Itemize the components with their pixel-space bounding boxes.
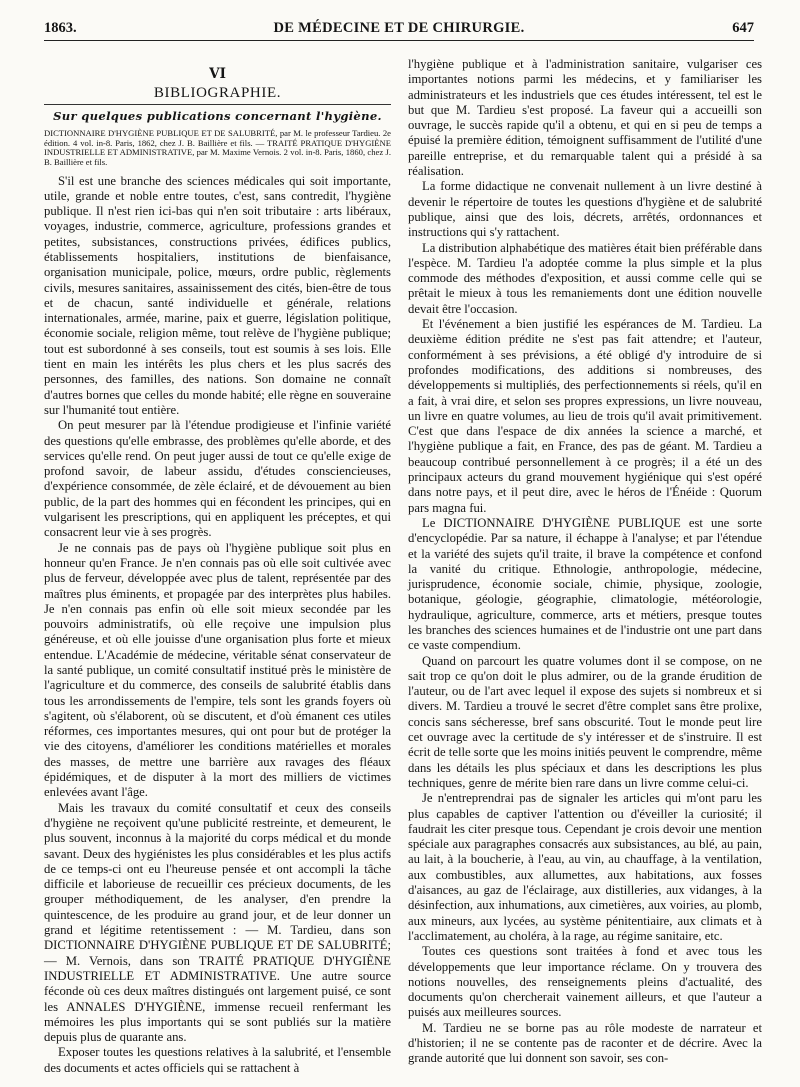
paragraph: l'hygiène publique et à l'administration sanitaire, vulgariser ces importantes notions parmi les médecins, et y familiariser les administrateurs et les industriels que ces études intéressent, tel est le but que M. Tardieu s'est proposé. La faveur qui a accueilli son ouvrage, le succès rapide qu'il a obtenu, et qui en si peu de temps a épuisé la première édition, témoignent suffisamment de l'utilité d'une pareille entreprise, et du remarquable talent qui a présidé à sa réalisation. (408, 57, 762, 179)
paragraph: On peut mesurer par là l'étendue prodigieuse et l'infinie variété des questions qu'elle embrasse, des problèmes qu'elle aborde, et des services qu'elle rend. On peut juger aussi de tout ce qu'elle exige de profond savoir, de labeur assidu, d'études consciencieuses, d'expérience consommée, de zèle éclairé, et de dévouement au bien public, de la part des hommes qui en fécondent les principes, qui en vulgarisent les prescriptions, qui en appliquent les préceptes, et qui consacrent leur vie à ses progrès. (44, 418, 391, 540)
paragraph: Quand on parcourt les quatre volumes dont il se compose, on ne sait trop ce qu'on doit le plus admirer, ou de la grande érudition de l'auteur, ou de l'art avec lequel il expose des sujets si nombreux et si divers. M. Tardieu a trouvé le secret d'être complet sans être prolixe, concis sans sécheresse, bref sans obscurité. Tout le monde peut lire cet ouvrage avec la certitude de s'y intéresser et de s'instruire. Il est écrit de telle sorte que les moins initiés peuvent le comprendre, même dans les détails les plus spéciaux et dans les descriptions les plus techniques, genre de mérite bien rare dans un livre comme celui-ci. (408, 653, 762, 790)
paragraph: Toutes ces questions sont traitées à fond et avec tous les développements que leur importance réclame. On y trouvera des notions nouvelles, des renseignements pleins d'actualité, des documents qu'on chercherait vainement ailleurs, et que l'auteur a puisés aux meilleures sources. (408, 944, 762, 1020)
page-header (44, 18, 754, 41)
paragraph: Exposer toutes les questions relatives à la salubrité, et l'ensemble des documents et actes officiels qui se rattachent à (44, 1045, 391, 1075)
paragraph: Mais les travaux du comité consultatif et ceux des conseils d'hygiène ne reçoivent qu'une publicité restreinte, et demeurent, le plus souvent, inconnus à la majorité du corps médical et du monde savant. Deux des hygiénistes les plus considérables et les plus actifs de ce temps-ci ont eu l'heureuse pensée et ont accompli la tâche difficile et laborieuse de recueillir ces précieux documents, de les grouper méthodiquement, de les analyser, d'en prendre la quintescence, de les produire au grand jour, et de leur donner un grand et légitime retentissement : — M. Tardieu, dans son DICTIONNAIRE D'HYGIÈNE PUBLIQUE ET DE SALUBRITÉ; — M. Vernois, dans son TRAITÉ PRATIQUE D'HYGIÈNE INDUSTRIELLE ET ADMINISTRATIVE. Une autre source féconde où ces deux maîtres distingués ont largement puisé, ce sont les ANNALES D'HYGIÈNE, immense recueil renfermant les mémoires les plus importants qui se sont publiés sur la matière depuis plus de quarante ans. (44, 800, 391, 1045)
bibliography-entry: DICTIONNAIRE D'HYGIÈNE PUBLIQUE ET DE SALUBRITÉ, par M. le professeur Tardieu. 2e édition. 4 vol. in-8. Paris, 1862, chez J. B. Baillière et fils. — TRAITÉ PRATIQUE D'HYGIÈNE INDUSTRIELLE ET ADMINISTRATIVE, par M. Maxime Vernois. 2 vol. in-8. Paris, 1860, chez J. B. Baillière et fils. (44, 128, 391, 167)
section-title: BIBLIOGRAPHIE. (44, 85, 391, 105)
paragraph: Je ne connais pas de pays où l'hygiène publique soit plus en honneur qu'en France. Je n'en connais pas où elle soit cultivée avec plus de ferveur, développée avec plus de talent, représentée par des maîtres plus éminents, et propagée par des interprètes plus habiles. Je n'en connais pas enfin où elle soit mieux secondée par les pouvoirs administratifs, où elle reçoive une impulsion plus généreuse, et où elle jouisse d'une organisation plus forte et mieux entendue. L'Académie de médecine, véritable sénat conservateur de la santé publique, un comité consultatif institué près le ministère de l'agriculture et du commerce, des conseils de salubrité établis dans tous les arrondissements de l'empire, tels sont les grands foyers où s'agitent, où s'élaborent, où se discutent, et d'où émanent ces utiles réformes, ces importantes mesures, qui ont pour but de protéger la vie des citoyens, d'améliorer les conditions matérielles et morales des masses, de mettre une barrière aux ravages des fléaux épidémiques, et de disputer à la mort des milliers de victimes enlevées avant l'âge. (44, 540, 391, 800)
paragraph: Je n'entreprendrai pas de signaler les articles qui m'ont paru les plus capables de captiver l'attention ou d'éveiller la curiosité; il faudrait les citer presque tous. Cependant je crois devoir une mention spéciale aux paragraphes consacrés aux subsistances, au blé, au pain, au lait, à la boucherie, à l'eau, au vin, au chauffage, à la ventilation, aux combustibles, aux allumettes, aux habitations, aux fosses d'aisances, au gaz de l'éclairage, aux distilleries, aux vidanges, à la désinfection, aux inhumations, aux cimetières, aux voiries, au plomb, aux mineurs, aux lycées, au système pénitentiaire, aux climats et à l'acclimatement, au choléra, à la rage, au régime sanitaire, etc. (408, 791, 762, 943)
header-year: 1863. (44, 20, 77, 36)
section-number: VI (209, 66, 226, 82)
paragraph: M. Tardieu ne se borne pas au rôle modeste de narrateur et d'historien; il ne se contente pas de raconter et de décrire. Avec la grande autorité que lui donnent son savoir, ses con- (408, 1020, 762, 1066)
left-column (44, 60, 391, 1076)
paragraph: S'il est une branche des sciences médicales qui soit importante, utile, grande et noble entre toutes, c'est, sans contredit, l'hygiène publique. Il n'est rien ici-bas qui n'en soit tributaire : arts libéraux, voyages, industrie, commerce, agriculture, professions grandes et petites, subsistances, constructions privées, édifices publics, établissements hospitaliers, institutions de bienfaisance, organisation municipale, police, mœurs, ordre public, règlements civils, mesures sanitaires, assainissement des cités, bien-être de tous et de chacun, santé individuelle et générale, relations internationales, armée, marine, paix et guerre, législation politique, économie sociale, religion même, tout relève de l'hygiène publique; tout est subordonné à ses conseils, tout est soumis à ses lois. Elle tient en main les intérêts les plus chers et les plus sacrés des personnes, des familles, des nations. Son domaine ne connaît d'autres bornes que celles du monde habité; elle règne en souveraine sur l'humanité tout entière. (44, 173, 391, 417)
paragraph: Et l'événement a bien justifié les espérances de M. Tardieu. La deuxième édition prédite ne s'est pas fait attendre; et l'auteur, conformément à ses prévisions, a été obligé d'y introduire de si profondes modifications, des additions si nombreuses, des développements si multipliés, des perfectionnements si réels, qu'il en a fait, à vrai dire, et selon ses propres expressions, un livre nouveau, un livre en quatre volumes, au lieu de trois qu'il avait primitivement. C'est que dans l'espace de dix années la science a marché, et l'hygiène publique a fait, en France, des pas de géant. M. Tardieu a beaucoup contribué personnellement à ce progrès; il a été un des principaux acteurs du grand mouvement hygiénique qui s'est opéré dans notre pays, et il peut dire, avec le héros de l'Énéide : Quorum pars magna fui. (408, 317, 762, 515)
right-column (408, 57, 762, 1067)
paragraph: La forme didactique ne convenait nullement à un livre destiné à devenir le répertoire de toutes les questions d'hygiène et de salubrité publique, ainsi que des lois, décrets, arrêtés, ordonnances et instructions qui s'y rattachent. (408, 179, 762, 240)
paragraph: Le DICTIONNAIRE D'HYGIÈNE PUBLIQUE est une sorte d'encyclopédie. Par sa nature, il échappe à l'analyse; et par l'étendue et la variété des sujets qu'il traite, il brave la compétence et confond la vanité du critique. Ethnologie, anthropologie, médecine, jurisprudence, économie sociale, chimie, physique, zoologie, botanique, géologie, géographie, climatologie, météorologie, hydraulique, agriculture, commerce, arts et métiers, presque toutes les branches des sciences humaines et de l'industrie ont une part dans ce vaste compendium. (408, 515, 762, 653)
header-title: DE MÉDECINE ET DE CHIRURGIE. (273, 20, 525, 36)
section-subtitle: Sur quelques publications concernant l'hygiène. (53, 109, 382, 123)
paragraph: La distribution alphabétique des matières était bien préférable dans l'espèce. M. Tardieu l'a adoptée comme la plus simple et la plus commode des méthodes d'exposition, et aussi comme celle qui se prêtait le mieux à tous les remaniements dont une édition nouvelle devait être l'occasion. (408, 240, 762, 316)
page-number: 647 (732, 20, 754, 36)
